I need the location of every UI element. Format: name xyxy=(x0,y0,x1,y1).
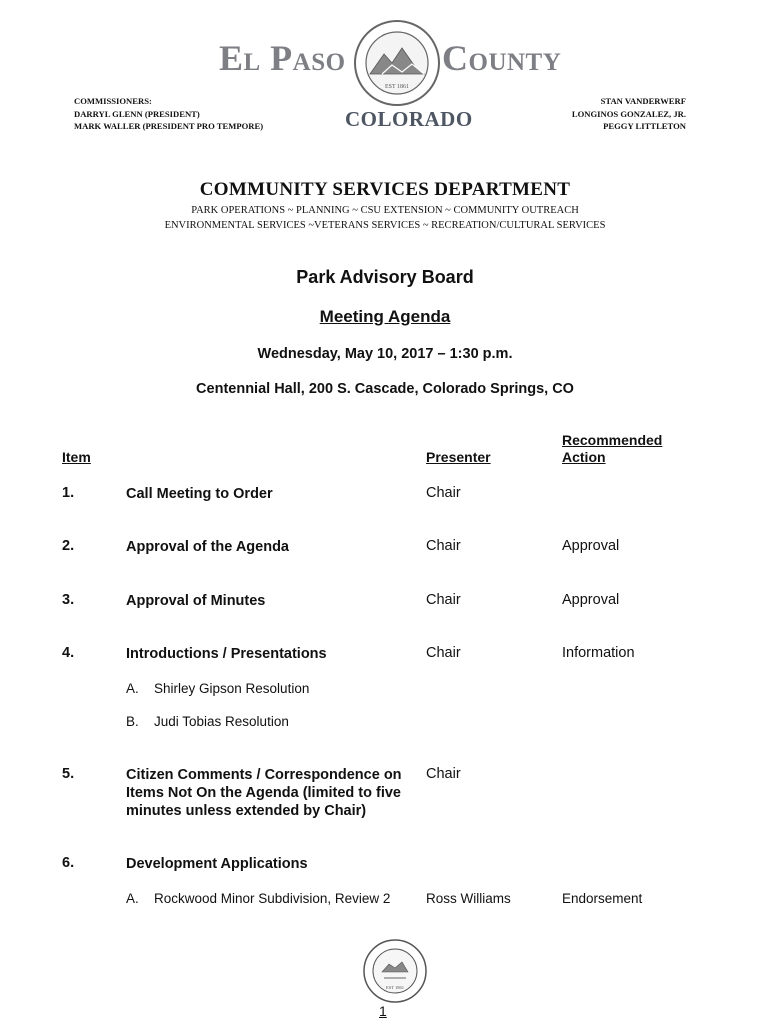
item-number: 2. xyxy=(62,538,75,554)
svg-text:EST 1861: EST 1861 xyxy=(384,84,410,90)
header-item: Item xyxy=(62,449,91,465)
county-name-right: County xyxy=(442,38,562,78)
commissioner-name: STAN VANDERWERF xyxy=(600,96,686,106)
item-title: Approval of the Agenda xyxy=(126,539,289,555)
department-name: COMMUNITY SERVICES DEPARTMENT xyxy=(199,179,571,200)
item-title: Development Applications xyxy=(126,856,308,872)
item-presenter: Chair xyxy=(426,645,461,661)
item-number: 6. xyxy=(62,855,75,871)
page-number: 1 xyxy=(379,1003,387,1019)
footer-seal-icon xyxy=(362,938,428,1004)
item-action: Approval xyxy=(562,538,620,554)
item-title-line: Items Not On the Agenda (limited to five xyxy=(126,785,401,801)
item-title: Approval of Minutes xyxy=(126,593,266,609)
item-action: Information xyxy=(562,645,635,661)
item-presenter: Chair xyxy=(426,485,461,501)
subitem-letter: A. xyxy=(126,681,139,696)
county-name-left: El Paso xyxy=(219,38,346,78)
department-divisions-line2: ENVIRONMENTAL SERVICES ~VETERANS SERVICES ~ RECREATION/CULTURAL SERVICES xyxy=(164,220,606,231)
svg-text:EST 1861: EST 1861 xyxy=(385,985,405,990)
subitem-text: Judi Tobias Resolution xyxy=(154,714,289,729)
item-number: 5. xyxy=(62,766,75,782)
agenda-title: Meeting Agenda xyxy=(319,307,451,326)
item-title xyxy=(126,766,402,820)
item-action: Approval xyxy=(562,592,620,608)
item-title-line: minutes unless extended by Chair) xyxy=(126,803,367,819)
county-seal-icon xyxy=(352,18,442,108)
item-presenter: Chair xyxy=(426,766,461,782)
item-presenter: Chair xyxy=(426,592,461,608)
item-number: 1. xyxy=(62,485,75,501)
commissioner-name: PEGGY LITTLETON xyxy=(603,121,686,131)
header-action: Action xyxy=(562,449,606,465)
state-name: COLORADO xyxy=(345,107,473,131)
meeting-date: Wednesday, May 10, 2017 – 1:30 p.m. xyxy=(257,346,513,362)
item-title-line: Citizen Comments / Correspondence on xyxy=(126,767,402,783)
commissioners-right xyxy=(572,95,686,133)
subitem-text: Rockwood Minor Subdivision, Review 2 xyxy=(154,891,391,906)
subitem-presenter: Ross Williams xyxy=(426,891,511,906)
item-title: Introductions / Presentations xyxy=(126,646,327,662)
subitem-letter: B. xyxy=(126,714,139,729)
commissioners-label: COMMISSIONERS: xyxy=(74,96,152,106)
item-number: 4. xyxy=(62,645,75,661)
commissioners-left xyxy=(74,95,263,133)
commissioner-name: MARK WALLER (PRESIDENT PRO TEMPORE) xyxy=(74,121,264,131)
item-presenter: Chair xyxy=(426,538,461,554)
subitem-text: Shirley Gipson Resolution xyxy=(154,681,310,696)
header-presenter: Presenter xyxy=(426,449,491,465)
item-title: Call Meeting to Order xyxy=(126,486,273,502)
item-number: 3. xyxy=(62,592,75,608)
commissioner-name: DARRYL GLENN (PRESIDENT) xyxy=(74,108,200,119)
meeting-location: Centennial Hall, 200 S. Cascade, Colorado Springs, CO xyxy=(196,381,574,397)
subitem-letter: A. xyxy=(126,891,139,906)
header-recommended: Recommended xyxy=(562,432,663,448)
board-name: Park Advisory Board xyxy=(296,267,474,287)
department-divisions-line1: PARK OPERATIONS ~ PLANNING ~ CSU EXTENSION ~ COMMUNITY OUTREACH xyxy=(191,205,579,216)
subitem-action: Endorsement xyxy=(562,891,643,906)
commissioner-name: LONGINOS GONZALEZ, JR. xyxy=(571,108,686,119)
